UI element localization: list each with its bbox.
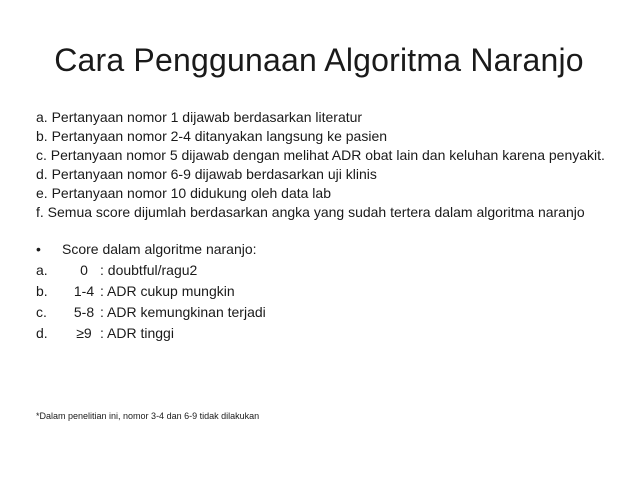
score-letter: a. — [36, 262, 48, 278]
list-item-f: f. Semua score dijumlah berdasarkan angka yang sudah tertera dalam algoritma naranjo — [36, 204, 585, 220]
slide-title: Cara Penggunaan Algoritma Naranjo — [54, 42, 584, 78]
score-row-b — [36, 282, 616, 303]
score-heading — [36, 240, 616, 261]
bullet-icon: • — [36, 241, 41, 257]
list-item-d: d. Pertanyaan nomor 6-9 dijawab berdasarkan uji klinis — [36, 166, 377, 182]
score-desc: : ADR kemungkinan terjadi — [100, 304, 266, 320]
spacer — [36, 222, 616, 240]
score-row-a — [36, 261, 616, 282]
list-item-b: b. Pertanyaan nomor 2-4 ditanyakan langsung ke pasien — [36, 128, 388, 144]
list-item-c: c. Pertanyaan nomor 5 dijawab dengan melihat ADR obat lain dan keluhan karena penyakit. — [36, 147, 605, 163]
score-letter: c. — [36, 304, 47, 320]
score-value: 1-4 — [73, 283, 95, 299]
score-desc: : ADR tinggi — [100, 325, 174, 341]
score-value: ≥9 — [76, 325, 92, 341]
footnote: *Dalam penelitian ini, nomor 3-4 dan 6-9 tidak dilakukan — [36, 411, 260, 421]
score-desc: : doubtful/ragu2 — [100, 262, 198, 278]
score-row-c — [36, 303, 616, 324]
score-value: 5-8 — [73, 304, 95, 320]
score-letter: b. — [36, 283, 48, 299]
score-desc: : ADR cukup mungkin — [100, 283, 235, 299]
score-letter: d. — [36, 325, 48, 341]
list-item-a: a. Pertanyaan nomor 1 dijawab berdasarkan literatur — [36, 109, 363, 125]
instruction-list — [36, 108, 616, 345]
list-item-e: e. Pertanyaan nomor 10 didukung oleh data lab — [36, 185, 331, 201]
score-heading-text: Score dalam algoritme naranjo: — [62, 241, 257, 257]
score-row-d — [36, 324, 616, 345]
score-value: 0 — [80, 262, 88, 278]
